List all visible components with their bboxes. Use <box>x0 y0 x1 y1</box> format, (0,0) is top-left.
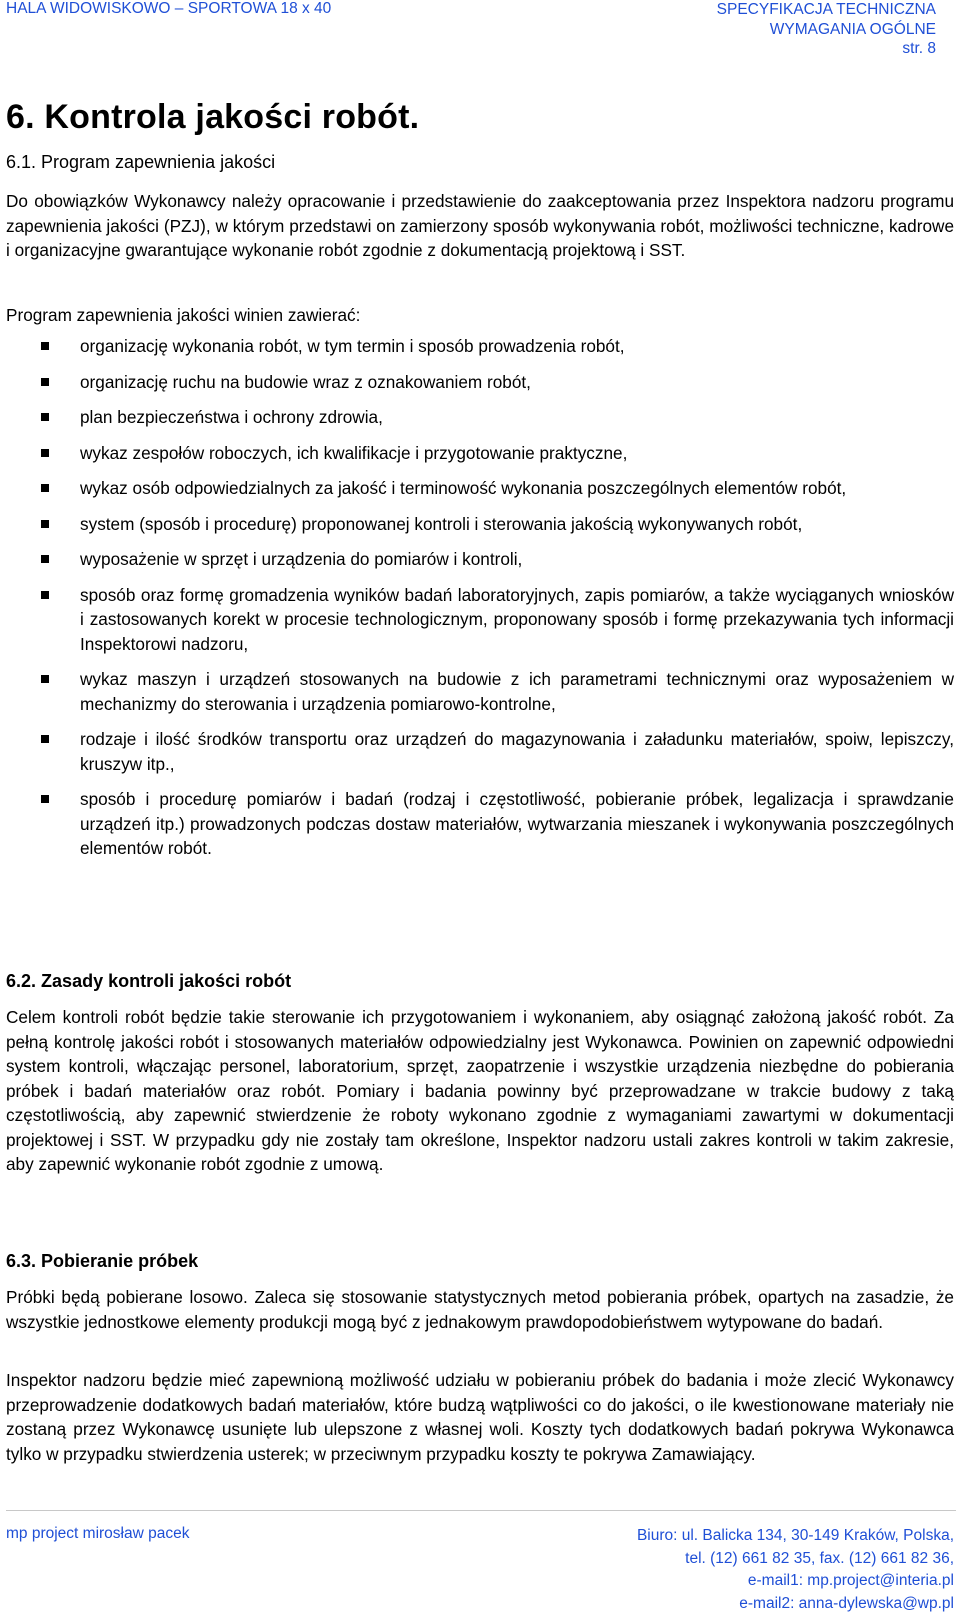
list-item-text: organizację wykonania robót, w tym termin i sposób prowadzenia robót, <box>80 336 625 356</box>
section-6-2-heading <box>6 971 291 992</box>
list-item-text: organizację ruchu na budowie wraz z oznakowaniem robót, <box>80 372 531 392</box>
bullet-square-icon <box>41 675 49 683</box>
list-item <box>0 370 954 395</box>
footer-company-name: mp project mirosław pacek <box>6 1525 189 1543</box>
footer-email-1: e-mail1: mp.project@interia.pl <box>637 1570 954 1593</box>
header-spec-info <box>717 0 936 59</box>
footer-contact-info <box>637 1525 954 1615</box>
bullet-square-icon <box>41 378 49 386</box>
section-6-2-title: Zasady kontroli jakości robót <box>41 971 291 991</box>
list-intro: Program zapewnienia jakości winien zawierać: <box>6 303 954 328</box>
list-item-text: wykaz osób odpowiedzialnych za jakość i terminowość wykonania poszczególnych elementów robót, <box>80 478 846 498</box>
list-item <box>0 405 954 430</box>
list-item-text: sposób oraz formę gromadzenia wyników badań laboratoryjnych, zapis pomiarów, a także wyciąganych wniosków i zastosowanych korekt w procesie technologicznym, proponowany sposób i formę przekazywania tych informacji Inspektorowi nadzoru, <box>80 585 954 654</box>
bullet-square-icon <box>41 795 49 803</box>
header-page-number: str. 8 <box>717 39 936 59</box>
bullet-square-icon <box>41 413 49 421</box>
footer-phone: tel. (12) 661 82 35, fax. (12) 661 82 36, <box>637 1548 954 1571</box>
list-item-text: system (sposób i procedurę) proponowanej kontroli i sterowania jakością wykonywanych robót, <box>80 514 802 534</box>
list-item <box>0 476 954 501</box>
list-item <box>0 512 954 537</box>
section-6-3-title: Pobieranie próbek <box>41 1251 198 1271</box>
list-item <box>0 441 954 466</box>
list-item-text: wykaz maszyn i urządzeń stosowanych na budowie z ich parametrami technicznymi oraz wyposażeniem w mechanizmy do sterowania i urządzenia pomiarowo-kontrolne, <box>80 669 954 714</box>
list-item <box>0 727 954 776</box>
header-project-title: HALA WIDOWISKOWO – SPORTOWA 18 x 40 <box>6 0 331 18</box>
bullet-square-icon <box>41 591 49 599</box>
list-item <box>0 583 954 657</box>
bullet-square-icon <box>41 520 49 528</box>
bullet-square-icon <box>41 735 49 743</box>
list-item-text: plan bezpieczeństwa i ochrony zdrowia, <box>80 407 383 427</box>
section-6-3-heading <box>6 1251 198 1272</box>
section-6-2-number: 6.2. <box>6 971 36 991</box>
section-6-1-heading: 6.1. Program zapewnienia jakości <box>6 152 275 173</box>
quality-program-list <box>0 334 954 872</box>
bullet-square-icon <box>41 484 49 492</box>
list-item-text: rodzaje i ilość środków transportu oraz urządzeń do magazynowania i załadunku materiałów, spoiw, lepiszczy, kruszyw itp., <box>80 729 954 774</box>
list-item-text: sposób i procedurę pomiarów i badań (rodzaj i częstotliwość, pobieranie próbek, legalizacja i sprawdzanie urządzeń itp.) prowadzonych podczas dostaw materiałów, wytwarzania mieszanek i wykonywania poszczególnych elementów robót. <box>80 789 954 858</box>
bullet-square-icon <box>41 449 49 457</box>
footer-address: Biuro: ul. Balicka 134, 30-149 Kraków, Polska, <box>637 1525 954 1548</box>
bullet-square-icon <box>41 342 49 350</box>
footer-email-2: e-mail2: anna-dylewska@wp.pl <box>637 1593 954 1615</box>
section-6-3-number: 6.3. <box>6 1251 36 1271</box>
list-item-text: wykaz zespołów roboczych, ich kwalifikacje i przygotowanie praktyczne, <box>80 443 627 463</box>
section-6-2-body: Celem kontroli robót będzie takie sterowanie ich przygotowaniem i wykonaniem, aby osiągnąć założoną jakość robót. Za pełną kontrolę jakości robót i stosowanych materiałów odpowiedzialny jest Wykonawca. Powinien on zapewnić odpowiedni system kontroli, włączając personel, laboratorium, sprzęt, zaopatrzenie i wszystkie urządzenia niezbędne do pobierania próbek i badań materiałów oraz robót. Pomiary i badania powinny być przeprowadzane w trakcie budowy z taką częstotliwością, aby zapewnić stwierdzenie że roboty wykonano zgodnie z wymaganiami zawartymi w dokumentacji projektowej i SST. W przypadku gdy nie zostały tam określone, Inspektor nadzoru ustali zakres kontroli w takim zakresie, aby zapewnić wykonanie robót zgodnie z umową. <box>6 1005 954 1177</box>
section-6-1-intro: Do obowiązków Wykonawcy należy opracowanie i przedstawienie do zaakceptowania przez Inspektora nadzoru programu zapewnienia jakości (PZJ), w którym przedstawi on zamierzony sposób wykonywania robót, możliwości techniczne, kadrowe i organizacyjne gwarantujące wykonanie robót zgodnie z dokumentacją projektową i SST. <box>6 189 954 263</box>
section-6-3-body-1: Próbki będą pobierane losowo. Zaleca się stosowanie statystycznych metod pobierania próbek, opartych na zasadzie, że wszystkie jednostkowe elementy produkcji mogą być z jednakowym prawdopodobieństwem wytypowane do badań. <box>6 1285 954 1334</box>
section-6-heading: 6. Kontrola jakości robót. <box>6 98 419 137</box>
list-item <box>0 547 954 572</box>
list-item-text: wyposażenie w sprzęt i urządzenia do pomiarów i kontroli, <box>80 549 522 569</box>
list-item <box>0 787 954 861</box>
section-6-3-body-2: Inspektor nadzoru będzie mieć zapewnioną możliwość udziału w pobieraniu próbek do badania i może zlecić Wykonawcy przeprowadzenie dodatkowych badań materiałów, które budzą wątpliwości co do jakości, o ile kwestionowane materiały nie zostaną przez Wykonawcę usunięte lub ulepszone z własnej woli. Koszty tych dodatkowych badań pokrywa Wykonawca tylko w przypadku stwierdzenia usterek; w przeciwnym przypadku koszty te pokrywa Zamawiający. <box>6 1368 954 1466</box>
list-item <box>0 334 954 359</box>
header-spec-subtitle: WYMAGANIA OGÓLNE <box>717 20 936 40</box>
list-item <box>0 667 954 716</box>
bullet-square-icon <box>41 555 49 563</box>
header-spec-title: SPECYFIKACJA TECHNICZNA <box>717 0 936 20</box>
footer-divider <box>6 1510 956 1511</box>
